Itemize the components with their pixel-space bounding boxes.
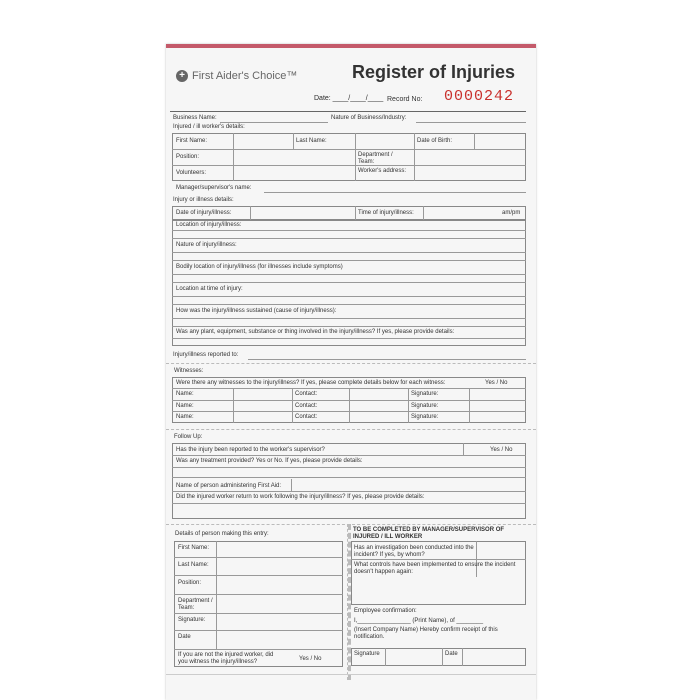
rule xyxy=(292,388,293,423)
rule xyxy=(351,559,526,560)
rule xyxy=(172,503,526,504)
rule xyxy=(264,192,526,193)
rule xyxy=(172,455,526,456)
rule xyxy=(442,648,443,666)
rule xyxy=(248,359,526,360)
rule xyxy=(233,388,234,423)
rule xyxy=(355,133,356,181)
rule xyxy=(220,122,328,123)
entry-position-field[interactable]: Position: xyxy=(178,580,202,586)
entry-witness-question: If you are not the injured worker, did you witness the injury/illness? xyxy=(178,652,274,665)
rule xyxy=(172,252,526,253)
rule xyxy=(414,133,415,181)
rule xyxy=(174,557,343,558)
manager-signature-field[interactable]: Signature xyxy=(354,651,380,657)
department-field[interactable]: Department / Team: xyxy=(358,152,393,165)
brand-name: First Aider's Choice™ xyxy=(192,70,298,82)
rule xyxy=(174,594,343,595)
bodily-location-field[interactable]: Bodily location of injury/illness (for illnesses include symptoms) xyxy=(176,264,343,270)
rule xyxy=(293,133,294,149)
worker-details-heading: Injured / ill worker's details: xyxy=(173,124,245,130)
rule xyxy=(172,296,526,297)
plant-equipment-field[interactable]: Was any plant, equipment, substance or thing involved in the injury/illness? If yes, please provide details: xyxy=(176,329,455,335)
rule xyxy=(172,274,526,275)
witness-signature-1[interactable]: Signature: xyxy=(411,391,439,397)
treatment-question[interactable]: Was any treatment provided? Yes or No. If yes, please provide details: xyxy=(176,458,363,464)
witness-question: Were there any witnesses to the injury/illness? If yes, please complete details below for each witness: xyxy=(176,380,446,386)
dob-field[interactable]: Date of Birth: xyxy=(417,138,453,144)
reported-to-field[interactable]: Injury/illness reported to: xyxy=(173,352,239,358)
confirmation-line-1[interactable]: I,________________ (Print Name), of ________ xyxy=(354,618,484,624)
entry-last-name-field[interactable]: Last Name: xyxy=(178,562,209,568)
rule xyxy=(172,304,526,305)
rule xyxy=(462,648,463,666)
rule xyxy=(172,230,526,231)
rule xyxy=(349,388,350,423)
record-label: Record No: xyxy=(387,96,423,103)
last-name-field[interactable]: Last Name: xyxy=(296,138,327,144)
employee-confirmation-heading: Employee confirmation: xyxy=(354,608,417,614)
rule xyxy=(172,338,526,339)
pad-bottom-edge xyxy=(166,674,536,675)
rule xyxy=(423,206,424,220)
rule xyxy=(172,318,526,319)
rule xyxy=(408,388,409,423)
witness-contact-3[interactable]: Contact: xyxy=(295,414,318,420)
first-aid-plus-icon: + xyxy=(176,70,188,82)
nature-field[interactable]: Nature of Business/Industry: xyxy=(331,115,407,121)
perforation xyxy=(166,524,536,525)
time-of-injury-field[interactable]: Time of injury/illness: xyxy=(358,210,414,216)
rule xyxy=(174,613,343,614)
witness-contact-1[interactable]: Contact: xyxy=(295,391,318,397)
supervisor-yes-no[interactable]: Yes / No xyxy=(490,447,513,453)
entry-first-name-field[interactable]: First Name: xyxy=(178,545,210,551)
brand xyxy=(176,70,297,82)
rule xyxy=(172,491,526,492)
witness-name-3[interactable]: Name: xyxy=(176,414,194,420)
reported-supervisor-question: Has the injury been reported to the worker's supervisor? xyxy=(176,447,325,453)
nature-of-injury-field[interactable]: Nature of injury/illness: xyxy=(176,242,237,248)
entry-date-field[interactable]: Date xyxy=(178,634,191,640)
investigation-question[interactable]: Has an investigation been conducted into the incident? If yes, by whom? xyxy=(354,545,474,558)
injury-details-heading: Injury or illness details: xyxy=(173,197,234,203)
date-of-injury-field[interactable]: Date of injury/illness: xyxy=(176,210,232,216)
controls-question[interactable]: What controls have been implemented to ensure the incident doesn't happen again: xyxy=(354,562,516,575)
manager-field[interactable]: Manager/supervisor's name: xyxy=(176,185,252,191)
manager-date-field[interactable]: Date xyxy=(445,651,458,657)
entry-witness-yes-no[interactable]: Yes / No xyxy=(299,656,322,662)
entry-person-heading: Details of person making this entry: xyxy=(175,531,269,537)
rule xyxy=(233,133,234,181)
manager-section-heading: TO BE COMPLETED BY MANAGER/SUPERVISOR OF INJURED / ILL WORKER xyxy=(353,527,505,540)
rule xyxy=(385,648,386,666)
rule xyxy=(172,165,526,166)
am-pm-label: am/pm xyxy=(502,210,521,216)
rule xyxy=(172,149,526,150)
rule xyxy=(172,282,526,283)
rule xyxy=(172,477,526,478)
confirmation-line-2: (Insert Company Name) Hereby confirm receipt of this notification. xyxy=(354,627,498,640)
follow-up-heading: Follow Up: xyxy=(174,434,203,440)
witness-contact-2[interactable]: Contact: xyxy=(295,403,318,409)
how-sustained-field[interactable]: How was the injury/illness sustained (cause of injury/illness): xyxy=(176,308,337,314)
rule xyxy=(416,122,526,123)
business-name-field[interactable]: Business Name: xyxy=(173,115,217,121)
rule xyxy=(170,111,526,112)
form-title: Register of Injuries xyxy=(352,62,516,82)
witnesses-heading: Witnesses: xyxy=(174,368,204,374)
worker-details-grid xyxy=(172,133,526,181)
return-to-work-question[interactable]: Did the injured worker return to work following the injury/illness? If yes, please provide details: xyxy=(176,494,425,500)
rule xyxy=(174,649,343,650)
entry-department-field[interactable]: Department / Team: xyxy=(178,598,213,611)
rule xyxy=(291,479,292,491)
rule xyxy=(172,238,526,239)
witness-name-1[interactable]: Name: xyxy=(176,391,194,397)
rule xyxy=(474,133,475,149)
rule xyxy=(172,326,526,327)
rule xyxy=(355,206,356,220)
address-field[interactable]: Worker's address: xyxy=(358,168,407,174)
witness-signature-3[interactable]: Signature: xyxy=(411,414,439,420)
location-at-time-field[interactable]: Location at time of injury: xyxy=(176,286,243,292)
rule xyxy=(250,206,251,220)
witness-yes-no[interactable]: Yes / No xyxy=(485,380,508,386)
rule xyxy=(172,260,526,261)
entry-signature-field[interactable]: Signature: xyxy=(178,617,206,623)
location-field[interactable]: Location of injury/illness: xyxy=(176,222,242,228)
witness-signature-2[interactable]: Signature: xyxy=(411,403,439,409)
record-number: 0000242 xyxy=(444,88,515,105)
rule xyxy=(174,630,343,631)
rule xyxy=(476,541,477,559)
first-aid-administrator-field[interactable]: Name of person administering First Aid: xyxy=(176,483,282,489)
position-field[interactable]: Position: xyxy=(176,154,200,160)
rule xyxy=(463,443,464,455)
witness-name-2[interactable]: Name: xyxy=(176,403,194,409)
perforation xyxy=(166,429,536,430)
rule xyxy=(469,388,470,423)
volunteers-field[interactable]: Volunteers: xyxy=(176,170,207,176)
first-name-field[interactable]: First Name: xyxy=(176,138,208,144)
date-field[interactable]: Date: ____/____/____ xyxy=(314,95,384,102)
pad-binding-edge xyxy=(166,44,536,48)
perforation xyxy=(166,363,536,364)
rule xyxy=(174,575,343,576)
rule xyxy=(172,467,526,468)
